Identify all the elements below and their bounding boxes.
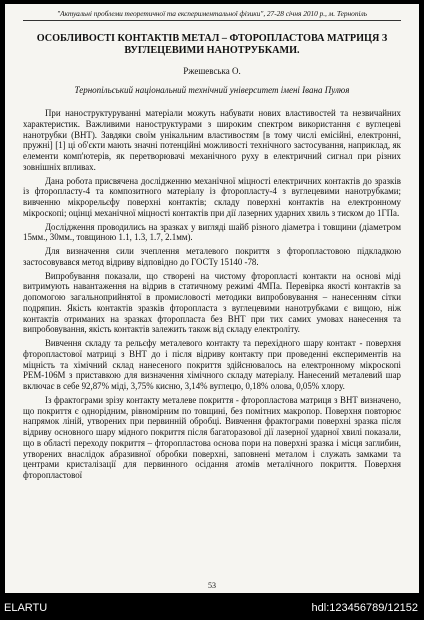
body-text bbox=[23, 108, 401, 481]
paragraph: Дослідження проводились на зразках у вигляді шайб різного діаметра і товщини (діаметром 15мм., 30мм., товщиною 1.1, 1.3, 1.7, 2.1мм). bbox=[23, 221, 401, 243]
viewer-footer bbox=[0, 598, 424, 620]
handle-identifier: hdl:123456789/12152 bbox=[311, 602, 418, 614]
paragraph: Із фрактограми зрізу контакту металеве покриття - фторопластова матриця з ВНТ визначено, що покриття є однорідним, рівномірним по товщині, без помітних макропор. Поверхня повторює напрямок ліній, утворених при первинній обробці. Вивчення фрактограми поверхні зразка після відриву основного шару мідного покриття після багаторазової дії лазерної ударної хвилі показали, що в області переходу покриття – фторопластова основа пори на поверхні зразка і місця заглибин, утворених внаслідок абразивної обробки поверхні, заповнені металом і служать замками та центрами кристалізації для первинного осідання атомів металічного покриття. Поверхня фторопластової bbox=[23, 394, 401, 480]
paragraph: Вивчення складу та рельєфу металевого контакту та перехідного шару контакт - поверхня фторопластової матриці з ВНТ до і після відриву контакту при проведенні експериментів на міцність та хімічний склад нанесеного покриття здійснювалось на електронному мікроскопі РЕМ-106М з приставкою для визначення хімічного складу матеріалу. Нанесений металевий шар включає в себе 92,87% міді, 3,75% кисню, 3,14% вуглецю, 0,18% олова, 0,05% хлору. bbox=[23, 338, 401, 391]
paper-title: ОСОБЛИВОСТІ КОНТАКТІВ МЕТАЛ – ФТОРОПЛАСТОВА МАТРИЦЯ З ВУГЛЕЦЕВИМИ НАНОТРУБКАМИ. bbox=[36, 33, 388, 56]
paragraph: Дана робота присвячена дослідженню механічної міцності електричних контактів до зразків із фторопласту-4 та композитного матеріалу із фторопласту-4 з вуглецевими нанотрубками; вивченню мікрорельєфу поверхні контактів; складу поверхні контактів на електронному мікроскопі; оцінці механічної міцності контактів при дії лазерних ударних хвиль з тиском до 1ГПа. bbox=[23, 175, 401, 218]
page-number: 53 bbox=[208, 581, 216, 590]
author-name: Ржешевська О. bbox=[183, 66, 241, 76]
paragraph: Випробування показали, що створені на чистому фторопласті контакти на основі міді витримують навантаження на відрив в статичному режимі 4МПа. Перевірка якості контактів за допомогою загальноприйнятої в промисловості методики випробовування – нанесенням сітки подряпин. Якість контактів зразків фторопласта з вуглецевими нанотрубками є вищою, ніж контактів отриманих на зразках фторопласта без ВНТ при тих самих умовах нанесення та випробовування, якість контактів залежить також від складу електроліту. bbox=[23, 270, 401, 335]
repository-label: ELARTU bbox=[4, 602, 48, 614]
document-page bbox=[5, 4, 419, 593]
running-header: "Актуальні проблеми теоретичної та експериментальної фізики", 27-28 січня 2010 р., м. Тернопіль bbox=[23, 9, 401, 21]
author-affiliation: Тернопільський національний технічний університет імені Івана Пулюя bbox=[74, 85, 350, 95]
paragraph: Для визначення сили зчеплення металевого покриття з фторопластовою підкладкою застосовувався метод відриву відповідно до ГОСТу 15140 -78. bbox=[23, 246, 401, 267]
paragraph: При наноструктуруванні матеріали можуть набувати нових властивостей та незвичайних характеристик. Важливими наноструктурами з широким спектром використання є вуглецеві нанотрубки (ВНТ). Завдяки своїм унікальним властивостям [в тому числі емісійні, електронні, пружні] [1] ці об'єкти мають значні потенційні можливості технічного застосування, наприклад, як елементи комп'ютерів, як перетворювачі механічного руху в електричний сигнал при різних зовнішніх впливах. bbox=[23, 108, 401, 172]
